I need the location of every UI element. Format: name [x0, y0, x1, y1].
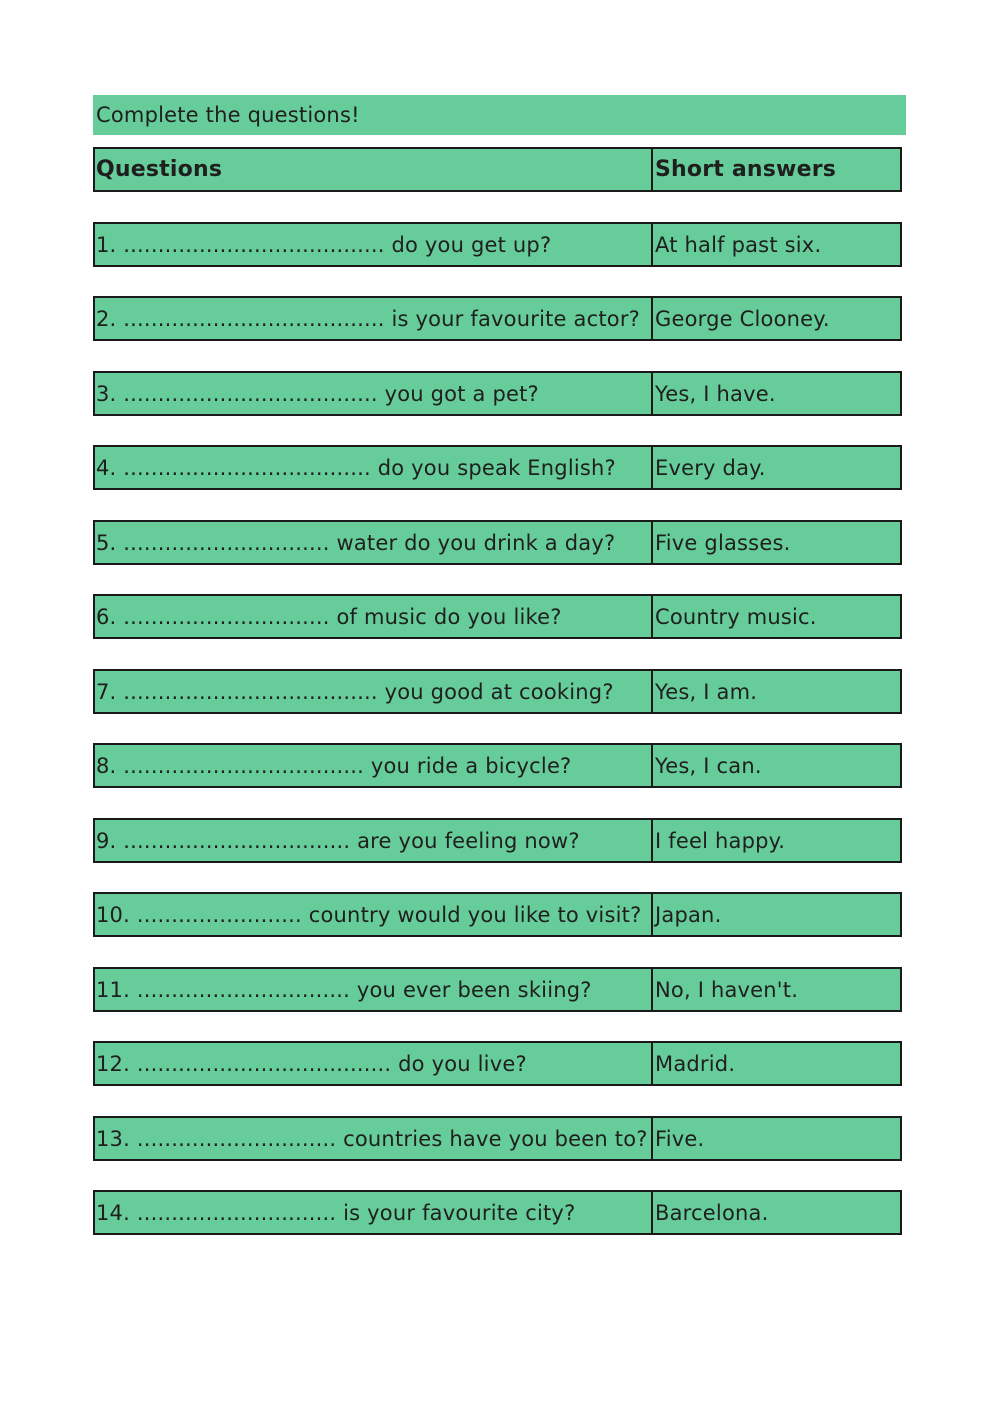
short-answers-header: Short answers — [655, 157, 837, 182]
short-answer: Japan. — [655, 902, 722, 927]
question-text: 8. ................................... you ride a bicycle? — [95, 745, 653, 786]
question-text: 12. ..................................... do you live? — [95, 1043, 653, 1084]
short-answer: Every day. — [655, 455, 766, 480]
question-text: 13. ............................. countries have you been to? — [95, 1118, 653, 1159]
question-row-8 — [93, 743, 902, 788]
short-answer: Country music. — [655, 604, 817, 629]
question-row-6 — [93, 594, 902, 639]
question-text: 10. ........................ country would you like to visit? — [95, 894, 653, 935]
short-answer: No, I haven't. — [655, 977, 799, 1002]
question-row-13 — [93, 1116, 902, 1161]
question-text: 9. ................................. are you feeling now? — [95, 820, 653, 861]
short-answer: Five. — [655, 1126, 705, 1151]
question-text: 11. ............................... you ever been skiing? — [95, 969, 653, 1010]
question-row-3 — [93, 371, 902, 416]
short-answer: I feel happy. — [655, 828, 786, 853]
question-row-11 — [93, 967, 902, 1012]
question-row-9 — [93, 818, 902, 863]
question-row-4 — [93, 445, 902, 490]
question-row-12 — [93, 1041, 902, 1086]
question-row-10 — [93, 892, 902, 937]
question-row-5 — [93, 520, 902, 565]
short-answer: Barcelona. — [655, 1200, 769, 1225]
short-answer: Yes, I can. — [655, 753, 762, 778]
question-text: 6. .............................. of music do you like? — [95, 596, 653, 637]
questions-header: Questions — [95, 149, 653, 190]
question-row-1 — [93, 222, 902, 267]
short-answer: At half past six. — [655, 232, 822, 257]
table-header-row — [93, 147, 902, 192]
question-text: 7. ..................................... you good at cooking? — [95, 671, 653, 712]
question-text: 3. ..................................... you got a pet? — [95, 373, 653, 414]
question-text: 4. .................................... do you speak English? — [95, 447, 653, 488]
question-text: 2. ...................................... is your favourite actor? — [95, 298, 653, 339]
short-answer: George Clooney. — [655, 306, 830, 331]
worksheet-title: Complete the questions! — [93, 95, 906, 135]
short-answer: Five glasses. — [655, 530, 791, 555]
question-text: 5. .............................. water do you drink a day? — [95, 522, 653, 563]
question-row-14 — [93, 1190, 902, 1235]
question-row-2 — [93, 296, 902, 341]
question-text: 14. ............................. is your favourite city? — [95, 1192, 653, 1233]
short-answer: Yes, I am. — [655, 679, 758, 704]
question-row-7 — [93, 669, 902, 714]
question-text: 1. ...................................... do you get up? — [95, 224, 653, 265]
short-answer: Madrid. — [655, 1051, 736, 1076]
short-answer: Yes, I have. — [655, 381, 776, 406]
